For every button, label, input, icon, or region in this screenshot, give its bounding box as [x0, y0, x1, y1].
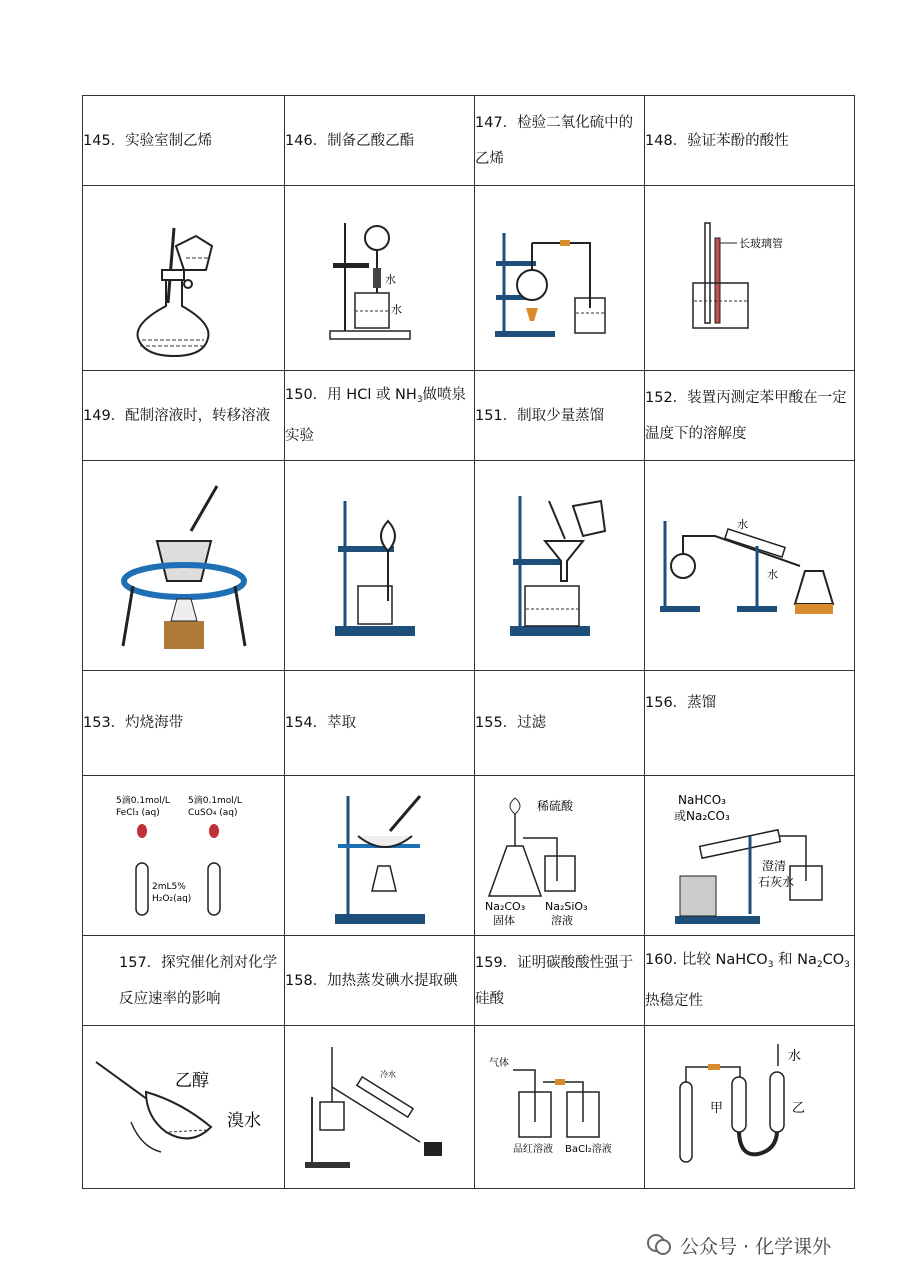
label-153: 153．灼烧海带	[83, 715, 184, 731]
cold-water-label: 冷水	[379, 1070, 396, 1079]
dilute-h2so4-label: 稀硫酸	[536, 798, 573, 813]
label-160-c: 和 Na	[773, 952, 817, 968]
label-150-a: 150．用 HCl 或 NH	[285, 387, 417, 403]
na2co3-label: Na₂CO₃	[484, 899, 525, 913]
figure-146	[285, 186, 475, 371]
ester-apparatus-illustration	[325, 213, 435, 343]
cell-150	[285, 371, 475, 461]
water-label-2: 水	[390, 303, 402, 316]
phenol-apparatus-illustration	[685, 213, 815, 343]
or-na2co3-label: 或Na₂CO₃	[673, 808, 730, 823]
figure-149	[83, 461, 285, 671]
cell-159	[475, 936, 645, 1026]
figure-154	[285, 776, 475, 936]
gas-washing-bottles-illustration	[485, 1052, 635, 1162]
label-160-g: 热稳定性	[645, 993, 703, 1009]
cell-155	[475, 671, 645, 776]
figure-148	[645, 186, 855, 371]
so2-ethylene-apparatus-illustration	[490, 213, 630, 343]
f153-left-label-1: 5滴0.1mol/L	[115, 795, 170, 806]
label-150-sub: 3	[416, 395, 423, 405]
label-155: 155．过滤	[475, 715, 547, 731]
wechat-icon	[646, 1232, 672, 1258]
label-147: 147．检验二氧化硫中的乙烯	[475, 114, 634, 167]
figure-153	[83, 776, 285, 936]
watermark-text: 公众号 · 化学课外	[680, 1235, 832, 1258]
co2-silicic-apparatus-illustration	[485, 786, 635, 926]
crucible-tripod-illustration	[119, 481, 249, 651]
f153-right-label-2: CuSO₄ (aq)	[187, 807, 238, 818]
label-151: 151．制取少量蒸馏	[475, 407, 605, 424]
distillation-apparatus-illustration	[655, 516, 845, 616]
figure-150	[285, 461, 475, 671]
figure-157	[83, 1026, 285, 1189]
gas-label: 气体	[488, 1058, 509, 1069]
bromine-water-label: 溴水	[227, 1111, 261, 1131]
label-160-sub-3: 3	[844, 960, 850, 970]
label-157: 157．探究催化剂对化学反应速率的影响	[119, 954, 278, 1007]
ethanol-label: 乙醇	[175, 1071, 209, 1091]
figure-145	[83, 186, 285, 371]
cell-151	[475, 371, 645, 461]
label-158: 158．加热蒸发碘水提取碘	[285, 972, 458, 989]
label-160-a: 160. 比较 NaHCO	[645, 952, 768, 968]
pinhong-label: 品红溶液	[512, 1144, 553, 1155]
cell-154	[285, 671, 475, 776]
watermark	[646, 1228, 831, 1262]
limewater-label-1: 澄清	[761, 858, 786, 873]
na2sio3-label: Na₂SiO₃	[544, 899, 587, 913]
label-152: 152．装置丙测定苯甲酸在一定温度下的溶解度	[645, 389, 847, 442]
nahco3-label: NaHCO₃	[677, 792, 726, 807]
label-160-sub-2: 2	[816, 960, 823, 970]
figure-156	[645, 776, 855, 936]
label-148: 148．验证苯酚的酸性	[645, 132, 789, 149]
figure-155	[475, 776, 645, 936]
solution-label: 溶液	[550, 913, 573, 926]
cell-145	[83, 96, 285, 186]
cell-153	[83, 671, 285, 776]
fountain-apparatus-illustration	[330, 491, 430, 641]
cell-147	[475, 96, 645, 186]
figure-159	[475, 1026, 645, 1189]
label-159: 159．证明碳酸酸性强于硅酸	[475, 954, 634, 1007]
cell-148	[645, 96, 855, 186]
water-label: 水	[384, 273, 396, 286]
f153-left-label-2: FeCl₃ (aq)	[115, 807, 160, 818]
cell-149	[83, 371, 285, 461]
cell-156	[645, 671, 855, 776]
label-160-e: CO	[822, 952, 845, 968]
f153-mid-label-2: H₂O₂(aq)	[151, 893, 191, 904]
label-150-c: 做喷泉实验	[285, 387, 467, 444]
figure-151	[475, 461, 645, 671]
bacl2-label: BaCl₂溶液	[564, 1144, 612, 1155]
cell-158	[285, 936, 475, 1026]
jia-label: 甲	[709, 1101, 723, 1116]
f153-mid-label-1: 2mL5%	[151, 881, 186, 892]
condenser-water-out-label: 水	[766, 567, 778, 581]
ignition-apparatus-illustration	[320, 786, 440, 926]
cell-152	[645, 371, 855, 461]
figure-158	[285, 1026, 475, 1189]
water-arrow-label: 水	[787, 1049, 801, 1064]
f153-right-label-1: 5滴0.1mol/L	[187, 795, 242, 806]
iodine-distillation-illustration	[300, 1042, 460, 1172]
label-160-sub-1: 3	[767, 960, 774, 970]
label-149: 149．配制溶液时，转移溶液	[83, 407, 271, 424]
solid-label: 固体	[492, 913, 515, 926]
long-glass-tube-label: 长玻璃管	[738, 237, 783, 250]
ethylene-apparatus-illustration	[124, 198, 244, 358]
figure-147	[475, 186, 645, 371]
figure-160	[645, 1026, 855, 1189]
label-145: 145．实验室制乙烯	[83, 132, 213, 149]
limewater-label-2: 石灰水	[757, 874, 794, 889]
condenser-water-in-label: 水	[736, 517, 748, 531]
label-156: 156．蒸馏	[645, 695, 717, 711]
cell-157	[83, 936, 285, 1026]
cell-146	[285, 96, 475, 186]
label-154: 154．萃取	[285, 715, 357, 731]
extraction-funnel-illustration	[91, 1052, 276, 1162]
figure-152	[645, 461, 855, 671]
yi-label: 乙	[791, 1101, 805, 1116]
filtration-apparatus-illustration	[505, 491, 615, 641]
experiment-table	[82, 95, 855, 1189]
label-146: 146．制备乙酸乙酯	[285, 132, 415, 149]
gas-pressure-tubes-illustration	[670, 1042, 830, 1172]
cell-160	[645, 936, 855, 1026]
catalyst-test-tubes-illustration	[114, 791, 254, 921]
heating-nahco3-apparatus-illustration	[670, 786, 830, 926]
